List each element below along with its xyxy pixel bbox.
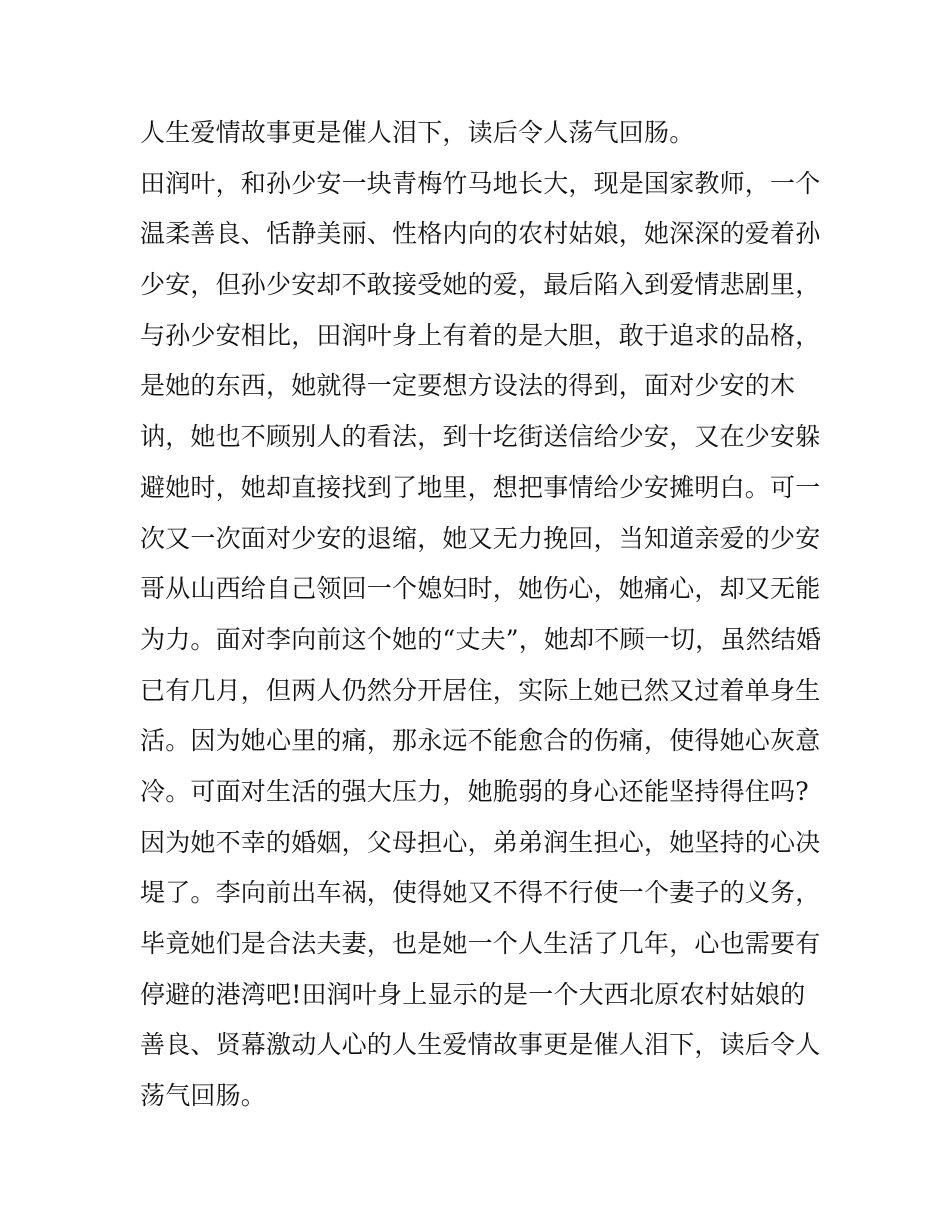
text-line: 为力。面对李向前这个她的“丈夫”，她却不顾一切，虽然结婚 [140,624,822,654]
body-text [140,108,822,1122]
text-line: 因为她不幸的婚姻，父母担心，弟弟润生担心，她坚持的心决 [140,827,821,857]
text-line: 已有几月，但两人仍然分开居住，实际上她已然又过着单身生 [140,675,821,705]
text-line: 是她的东西，她就得一定要想方设法的得到，面对少安的木 [140,371,796,401]
text-line: 人生爱情故事更是催人泪下，读后令人荡气回肠。 [140,118,695,147]
text-line: 毕竟她们是合法夫妻，也是她一个人生活了几年，心也需要有 [140,929,821,958]
text-line: 荡气回肠。 [140,1081,267,1111]
text-line: 冷。可面对生活的强大压力，她脆弱的身心还能坚持得住吗? [140,776,809,806]
text-line: 哥从山西给自己领回一个媳妇时，她伤心，她痛心，却又无能 [140,574,821,604]
text-line: 少安，但孙少安却不敢接受她的爱，最后陷入到爱情悲剧里， [140,270,821,300]
text-line: 活。因为她心里的痛，那永远不能愈合的伤痛，使得她心灰意 [140,726,821,756]
text-line: 堤了。李向前出车祸，使得她又不得不行使一个妻子的义务， [140,878,821,908]
text-line: 停避的港湾吧!田润叶身上显示的是一个大西北原农村姑娘的 [140,979,806,1009]
text-line: 温柔善良、恬静美丽、性格内向的农村姑娘，她深深的爱着孙 [140,219,821,249]
text-line: 与孙少安相比，田润叶身上有着的是大胆，敢于追求的品格， [140,320,821,350]
text-line: 次又一次面对少安的退缩，她又无力挽回，当知道亲爱的少安 [140,523,821,553]
text-line: 田润叶，和孙少安一块青梅竹马地长大，现是国家教师，一个 [140,168,821,198]
text-line: 讷，她也不顾别人的看法，到十圪街送信给少安，又在少安躲 [140,422,821,452]
text-line: 善良、贤幕激动人心的人生爱情故事更是催人泪下，读后令人 [140,1030,821,1060]
text-line: 避她时，她却直接找到了地里，想把事情给少安摊明白。可一 [140,472,821,502]
